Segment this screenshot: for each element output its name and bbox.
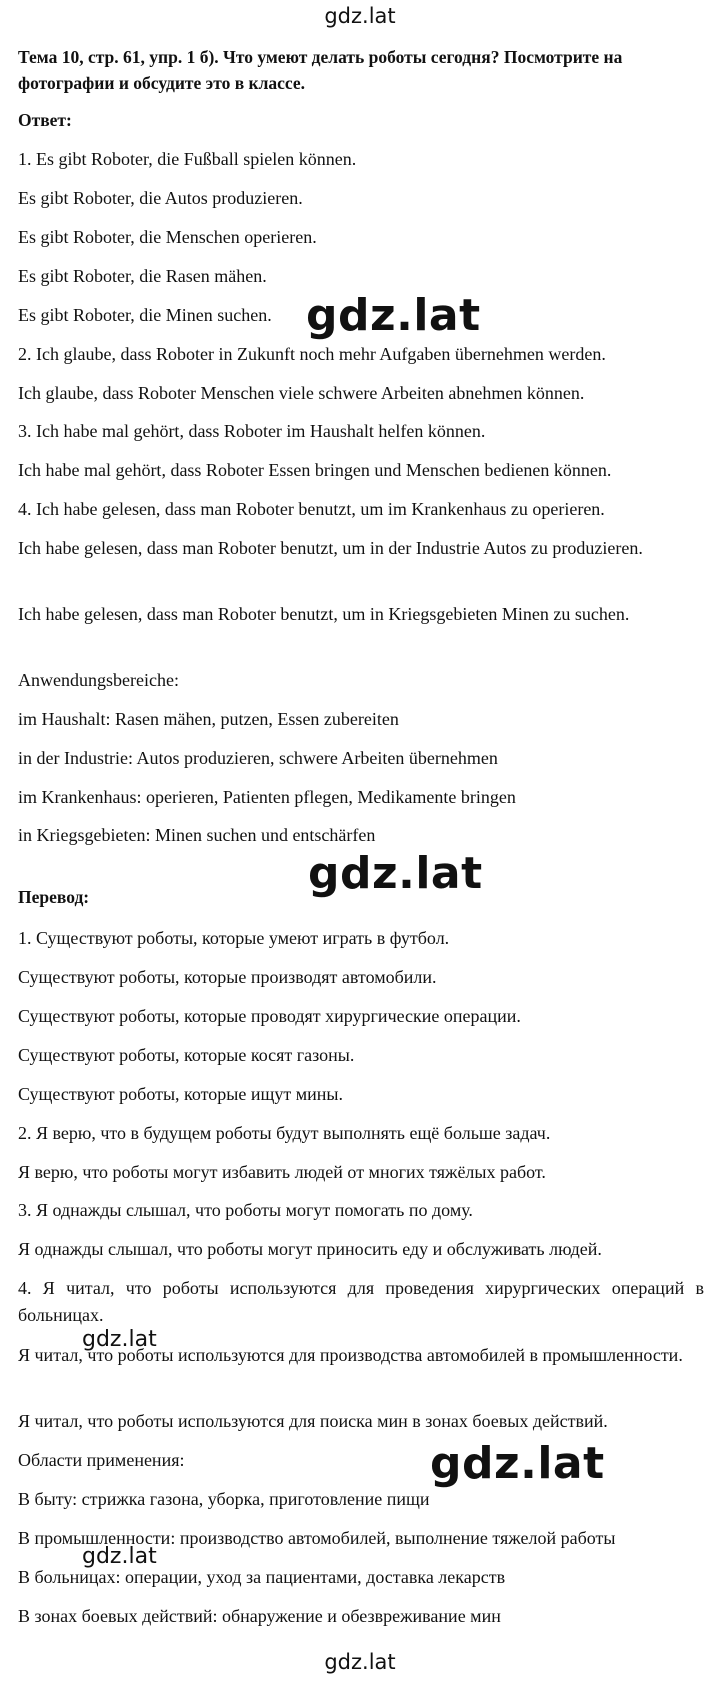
answer-line: Es gibt Roboter, die Autos produzieren. bbox=[18, 188, 303, 208]
translation-line: Существуют роботы, которые ищут мины. bbox=[18, 1084, 343, 1104]
translation-line: Существуют роботы, которые производят автомобили. bbox=[18, 967, 437, 987]
answer-line: im Haushalt: Rasen mähen, putzen, Essen zubereiten bbox=[18, 709, 399, 729]
translation-line: Области применения: bbox=[18, 1450, 185, 1470]
answer-paragraph: Ich habe gelesen, dass man Roboter benutzt, um in der Industrie Autos zu produzieren. bbox=[18, 538, 643, 558]
translation-line: 3. Я однажды слышал, что роботы могут помогать по дому. bbox=[18, 1200, 473, 1220]
translation-paragraph: Я читал, что роботы используются для производства автомобилей в промышленности. bbox=[18, 1345, 683, 1365]
answer-line: Es gibt Roboter, die Rasen mähen. bbox=[18, 266, 267, 286]
watermark-small: gdz.lat bbox=[82, 1544, 157, 1569]
answer-line: 3. Ich habe mal gehört, dass Roboter im Haushalt helfen können. bbox=[18, 421, 486, 441]
translation-line: Существуют роботы, которые проводят хирургические операции. bbox=[18, 1006, 521, 1026]
translation-line: Я однажды слышал, что роботы могут приносить еду и обслуживать людей. bbox=[18, 1239, 602, 1259]
answer-line: in Kriegsgebieten: Minen suchen und entschärfen bbox=[18, 825, 376, 845]
translation-line: В быту: стрижка газона, уборка, приготовление пищи bbox=[18, 1489, 430, 1509]
translation-line: 2. Я верю, что в будущем роботы будут выполнять ещё больше задач. bbox=[18, 1123, 551, 1143]
translation-line: Существуют роботы, которые косят газоны. bbox=[18, 1045, 355, 1065]
translation-label: Перевод: bbox=[18, 887, 90, 907]
answer-line: 4. Ich habe gelesen, dass man Roboter benutzt, um im Krankenhaus zu operieren. bbox=[18, 499, 605, 519]
watermark-large: gdz.lat bbox=[306, 290, 481, 341]
translation-line: В промышленности: производство автомобилей, выполнение тяжелой работы bbox=[18, 1528, 616, 1548]
answer-paragraph: Ich habe gelesen, dass man Roboter benutzt, um in Kriegsgebieten Minen zu suchen. bbox=[18, 604, 630, 624]
watermark-top: gdz.lat bbox=[324, 4, 396, 28]
answer-line: im Krankenhaus: operieren, Patienten pflegen, Medikamente bringen bbox=[18, 787, 516, 807]
answer-line: Anwendungsbereiche: bbox=[18, 670, 179, 690]
watermark-large: gdz.lat bbox=[430, 1438, 605, 1489]
watermark-small: gdz.lat bbox=[82, 1327, 157, 1352]
translation-line: В зонах боевых действий: обнаружение и обезвреживание мин bbox=[18, 1606, 501, 1626]
task-heading: Тема 10, стр. 61, упр. 1 б). Что умеют делать роботы сегодня? Посмотрите на фотографии и обсудите это в классе. bbox=[18, 47, 623, 93]
watermark-bottom: gdz.lat bbox=[324, 1650, 396, 1674]
translation-paragraph: 4. Я читал, что роботы используются для проведения хирургических операций в больницах. bbox=[18, 1278, 704, 1325]
answer-line: in der Industrie: Autos produzieren, schwere Arbeiten übernehmen bbox=[18, 748, 498, 768]
answer-label: Ответ: bbox=[18, 110, 72, 130]
translation-line: 1. Существуют роботы, которые умеют играть в футбол. bbox=[18, 928, 450, 948]
watermark-large: gdz.lat bbox=[308, 848, 483, 899]
translation-line: Я верю, что роботы могут избавить людей от многих тяжёлых работ. bbox=[18, 1162, 546, 1182]
translation-line: Я читал, что роботы используются для поиска мин в зонах боевых действий. bbox=[18, 1411, 608, 1431]
translation-line: В больницах: операции, уход за пациентами, доставка лекарств bbox=[18, 1567, 506, 1587]
answer-line: 2. Ich glaube, dass Roboter in Zukunft noch mehr Aufgaben übernehmen werden. bbox=[18, 344, 606, 364]
answer-line: Es gibt Roboter, die Minen suchen. bbox=[18, 305, 272, 325]
answer-line: Ich habe mal gehört, dass Roboter Essen bringen und Menschen bedienen können. bbox=[18, 460, 612, 480]
answer-line: 1. Es gibt Roboter, die Fußball spielen können. bbox=[18, 149, 357, 169]
answer-line: Ich glaube, dass Roboter Menschen viele schwere Arbeiten abnehmen können. bbox=[18, 383, 585, 403]
answer-line: Es gibt Roboter, die Menschen operieren. bbox=[18, 227, 317, 247]
